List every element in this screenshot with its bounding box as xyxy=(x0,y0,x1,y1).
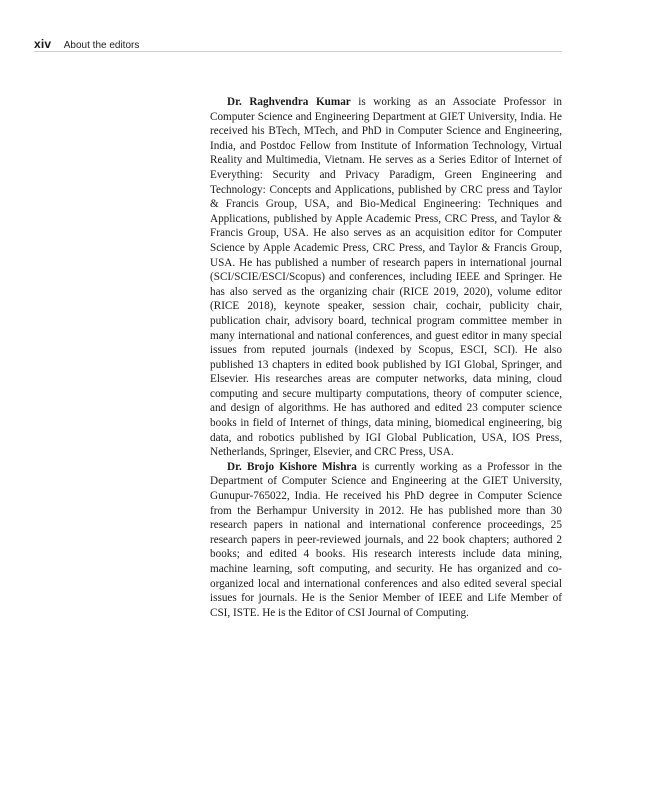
editor-name: Dr. Raghvendra Kumar xyxy=(227,96,351,108)
bio-text: is currently working as a Professor in the Department of Computer Science and Engineering at the GIET University, Gunupur-765022, India. He received his PhD degree in Computer Science from the Berhampur University in 2012. He has published more than 30 research papers in national and international conference proceedings, 25 research papers in peer-reviewed journals, and 22 book chapters; authored 2 books; and edited 4 books. His research interests include data mining, machine learning, soft computing, and security. He has organized and co-organized local and international conferences and also edited several special issues for journals. He is the Senior Member of IEEE and Life Member of CSI, ISTE. He is the Editor of CSI Journal of Computing. xyxy=(210,460,562,619)
page-number: xiv xyxy=(34,37,52,51)
bio-paragraph xyxy=(210,460,562,621)
running-head xyxy=(34,35,562,52)
editor-bios xyxy=(210,95,562,620)
editor-name: Dr. Brojo Kishore Mishra xyxy=(227,460,357,473)
bio-text: is working as an Associate Professor in Computer Science and Engineering Department at GIET University, India. He received his BTech, MTech, and PhD in Computer Science and Engineering, India, and Postdoc Fellow from Institute of Information Technology, Virtual Reality and Multimedia, Vietnam. He serves as a Series Editor of Internet of Everything: Security and Privacy Paradigm, Green Engineering and Technology: Concepts and Applications, published by CRC press and Taylor & Francis Group, USA, and Bio-Medical Engineering: Techniques and Applications, published by Apple Academic Press, CRC Press, and Taylor & Francis Group, USA. He also serves as an acquisition editor for Computer Science by Apple Academic Press, CRC Press, and Taylor & Francis Group, USA. He has published a number of research papers in international journal (SCI/SCIE/ESCI/Scopus) and conferences, including IEEE and Springer. He has also served as the organizing chair (RICE 2019, 2020), volume editor (RICE 2018), keynote speaker, session chair, cochair, publicity chair, publication chair, advisory board, technical program committee member in many international and national conferences, and guest editor in many special issues from reputed journals (indexed by Scopus, ESCI, SCI). He also published 13 chapters in edited book published by IGI Global, Springer, and Elsevier. His researches areas are computer networks, data mining, cloud computing and secure multiparty computations, theory of computer science, and design of algorithms. He has authored and edited 23 computer science books in field of Internet of things, data mining, biomedical engineering, big data, and robotics published by IGI Global Publication, USA, IOS Press, Netherlands, Springer, Elsevier, and CRC Press, USA. xyxy=(210,96,562,459)
bio-paragraph xyxy=(210,95,562,460)
section-title: About the editors xyxy=(63,40,140,51)
